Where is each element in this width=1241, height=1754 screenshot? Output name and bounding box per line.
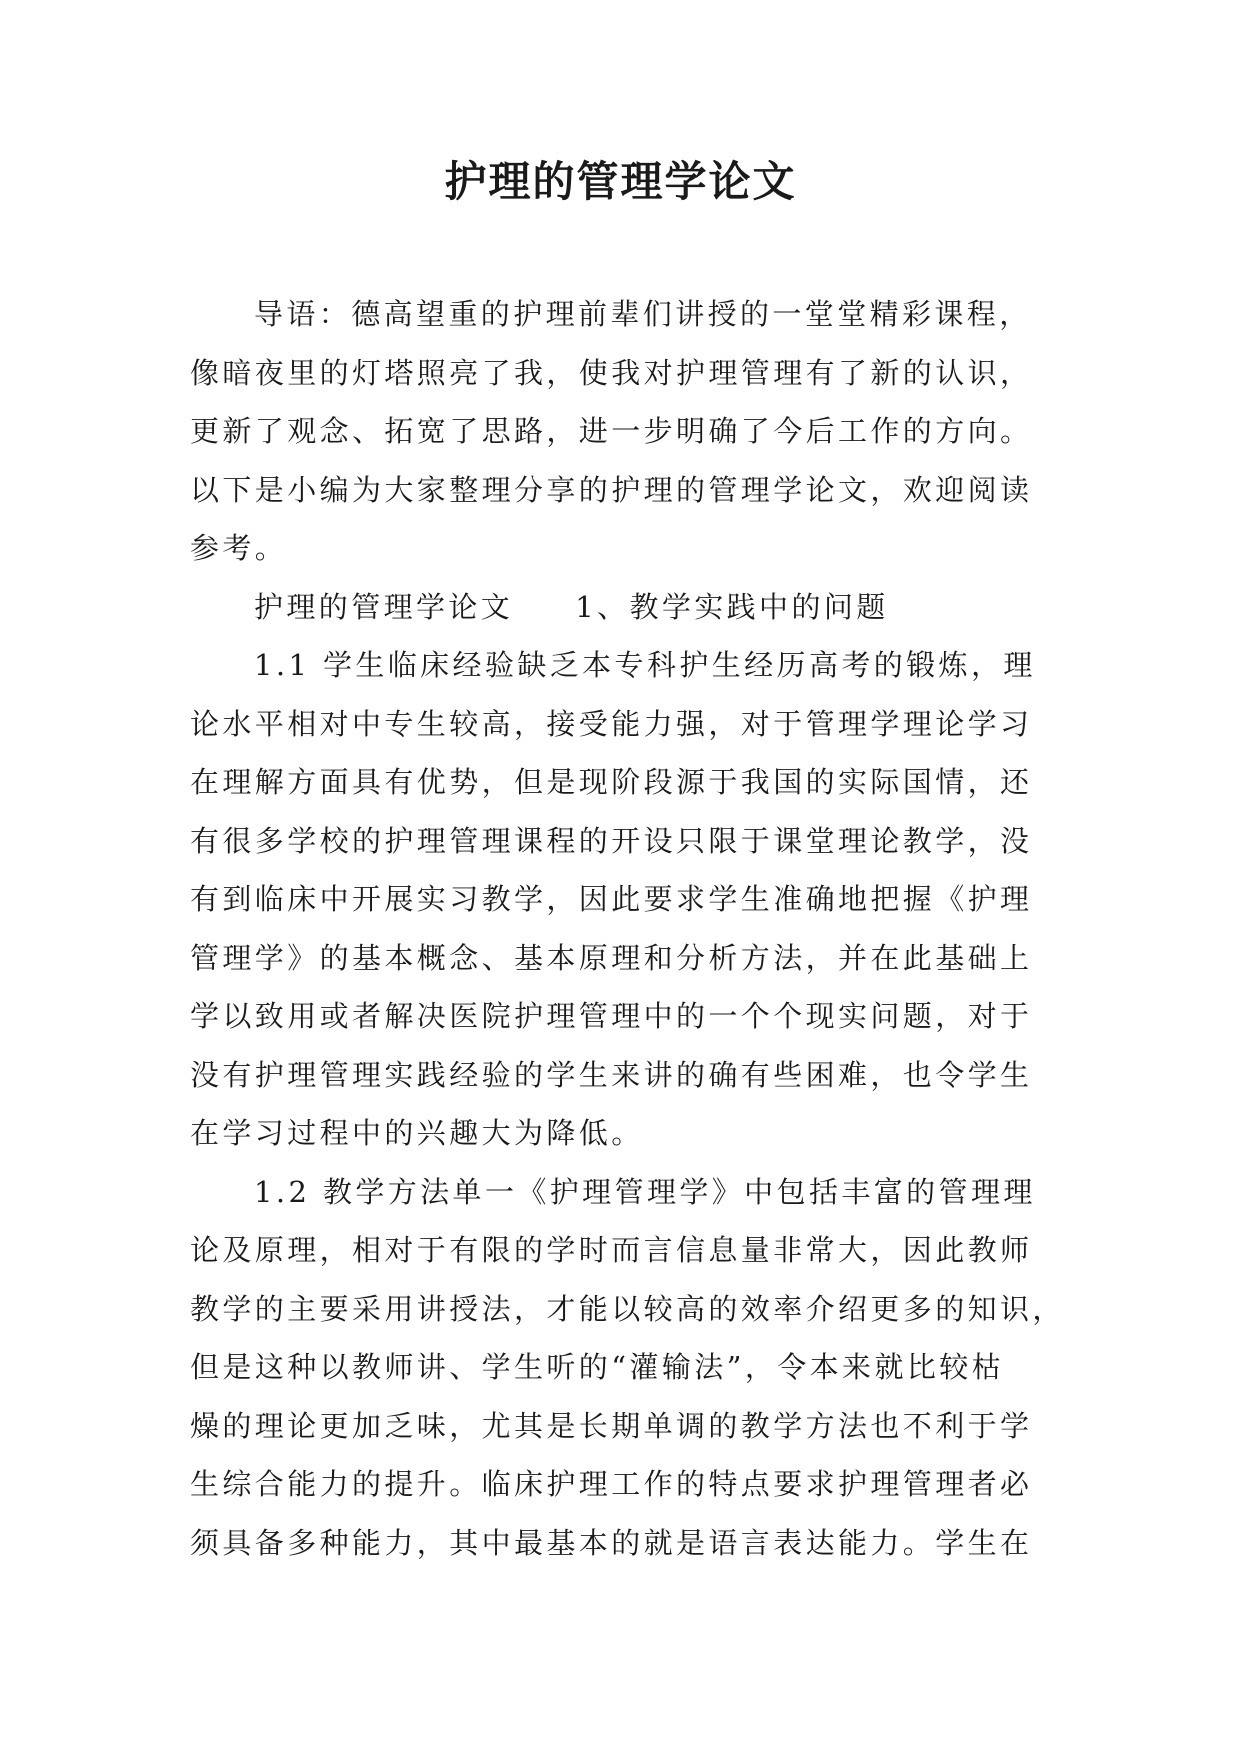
paragraph-line: 更新了观念、拓宽了思路，进一步明确了今后工作的方向。: [190, 414, 1033, 448]
paragraph-line: 参考。: [190, 531, 288, 565]
paragraph-line: 没有护理管理实践经验的学生来讲的确有些困难，也令学生: [190, 1057, 1033, 1092]
paragraph-line: 在理解方面具有优势，但是现阶段源于我国的实际国情，还: [190, 765, 1033, 799]
paragraph-line: 论及原理，相对于有限的学时而言信息量非常大，因此教师: [190, 1233, 1033, 1267]
paragraph-line: 有很多学校的护理管理课程的开设只限于课堂理论教学，没: [190, 823, 1033, 858]
paragraph-line: 1.2 教学方法单一《护理管理学》中包括丰富的管理理: [254, 1174, 1036, 1209]
paragraph-line: 生综合能力的提升。临床护理工作的特点要求护理管理者必: [190, 1467, 1033, 1501]
document-body: [190, 285, 1065, 1572]
section-heading-right: 1、教学实践中的问题: [575, 589, 889, 624]
paragraph-line: 像暗夜里的灯塔照亮了我，使我对护理管理有了新的认识，: [190, 355, 1033, 390]
paragraph-line: 论水平相对中专生较高，接受能力强，对于管理学理论学习: [190, 706, 1033, 741]
paragraph-line: 教学的主要采用讲授法，才能以较高的效率介绍更多的知识，: [190, 1291, 1065, 1326]
paragraph-line: 有到临床中开展实习教学，因此要求学生准确地把握《护理: [190, 882, 1033, 916]
paragraph-line: 在学习过程中的兴趣大为降低。: [190, 1116, 644, 1150]
paragraph-line: 导语：德高望重的护理前辈们讲授的一堂堂精彩课程，: [254, 297, 1032, 331]
paragraph-line: 以下是小编为大家整理分享的护理的管理学论文，欢迎阅读: [190, 472, 1033, 507]
paragraph-line: 须具备多种能力，其中最基本的就是语言表达能力。学生在: [190, 1525, 1033, 1560]
section-heading-line: [190, 578, 1060, 637]
paragraph-line: 管理学》的基本概念、基本原理和分析方法，并在此基础上: [190, 940, 1033, 975]
document-title: 护理的管理学论文: [444, 157, 797, 206]
paragraph-line: 但是这种以教师讲、学生听的“灌输法”，令本来就比较枯: [190, 1350, 1005, 1384]
section-heading-left: 护理的管理学论文: [254, 589, 514, 624]
paragraph-line: 1.1 学生临床经验缺乏本专科护生经历高考的锻炼，理: [254, 648, 1036, 682]
paragraph-line: 燥的理论更加乏味，尤其是长期单调的教学方法也不利于学: [190, 1408, 1033, 1443]
paragraph-line: 学以致用或者解决医院护理管理中的一个个现实问题，对于: [190, 999, 1033, 1033]
